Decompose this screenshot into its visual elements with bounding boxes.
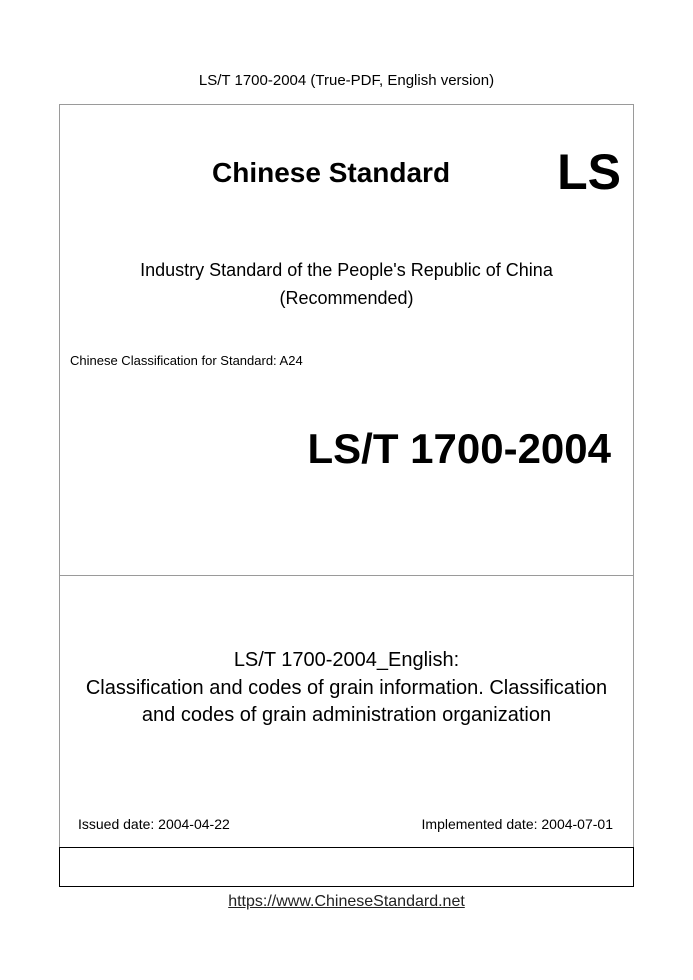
standard-code-mark: LS	[557, 144, 621, 200]
page-header: LS/T 1700-2004 (True-PDF, English version)	[198, 72, 495, 89]
cover-bottom-box	[59, 847, 634, 887]
cover-middle-section	[59, 575, 634, 848]
recommended-label: (Recommended)	[279, 288, 414, 308]
standard-title: Chinese Standard	[212, 157, 451, 188]
document-title-line: Classification and codes of grain information. Classification	[85, 677, 608, 699]
industry-standard-line: Industry Standard of the People's Republic of China	[140, 260, 553, 280]
document-number: LS/T 1700-2004	[307, 425, 611, 472]
issued-date: Issued date: 2004-04-22	[78, 816, 230, 832]
cover-top-section	[59, 104, 634, 576]
implemented-date: Implemented date: 2004-07-01	[421, 816, 613, 832]
website-link[interactable]: https://www.ChineseStandard.net	[228, 893, 465, 910]
classification-label: Chinese Classification for Standard: A24	[70, 353, 303, 368]
document-title-line: and codes of grain administration organization	[141, 704, 552, 726]
document-title-line: LS/T 1700-2004_English:	[233, 649, 460, 671]
